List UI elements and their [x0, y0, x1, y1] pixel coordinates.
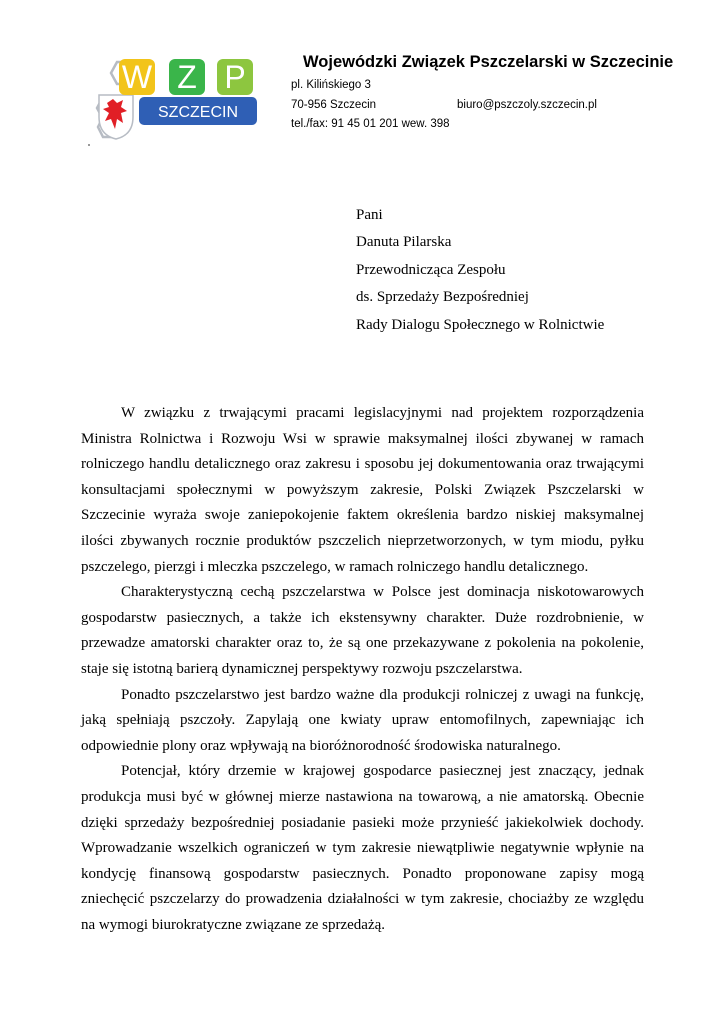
addressee-line: Pani	[356, 207, 383, 223]
org-street: pl. Kilińskiego 3	[291, 79, 371, 91]
wzp-logo	[93, 55, 263, 140]
addressee-line: Przewodnicząca Zespołu	[356, 261, 506, 278]
logo-city-bar	[139, 97, 257, 125]
body-paragraph: Potencjał, który drzemie w krajowej gospodarce pasiecznej jest znaczący, jednak produkcja musi być w głównej mierze nastawiona na towarową, a nie amatorską. Obecnie dzięki sprzedaży bezpośredniej posiadanie pasieki może przynieść jakiekolwiek dochody. Wprowadzanie wszelkich ograniczeń w tym zakresie niewątpliwie negatywnie wpłynie na kondycję finansową gospodarstw pasiecznych. Ponadto proponowane zapisy mogą zniechęcić pszczelarzy do prowadzenia działalności w tym zakresie, chociażby ze względu na wymogi biurokratyczne związane ze sprzedażą.	[81, 763, 644, 933]
org-email: biuro@pszczoly.szczecin.pl	[457, 98, 597, 111]
body-paragraph: W związku z trwającymi pracami legislacyjnymi nad projektem rozporządzenia Ministra Rolnictwa i Rozwoju Wsi w sprawie maksymalnej ilości zbywanej w ramach rolniczego handlu detalicznego oraz zakresu i sposobu jej dokumentowania oraz trwającymi konsultacjami społecznymi w powyższym zakresie, Polski Związek Pszczelarski w Szczecinie wyraża swoje zaniepokojenie faktem określenia bardzo niskiej maksymalnej ilości zbywanych rocznie produktów pszczelich nieprzetworzonych, w tym miodu, pyłku pszczelego, pierzgi i mleczka pszczelego, w ramach rolniczego handlu detalicznego.	[81, 405, 644, 575]
addressee-block	[356, 202, 604, 339]
body-paragraph: Ponadto pszczelarstwo jest bardzo ważne dla produkcji rolniczej z uwagi na funkcję, jaką spełniają pszczoły. Zapylają one kwiaty upraw entomofilnych, zapewniając ich odpowiednie plony oraz wpływają na bioróżnorodność środowiska naturalnego.	[81, 686, 644, 754]
addressee-line: ds. Sprzedaży Bezpośredniej	[356, 289, 529, 306]
griffin-shield-icon	[99, 95, 133, 139]
logo-p-text: P	[224, 59, 246, 95]
addressee-line: Danuta Pilarska	[356, 234, 452, 251]
org-phone: tel./fax: 91 45 01 201 wew. 398	[291, 118, 450, 130]
addressee-line: Rady Dialogu Społecznego w Rolnictwie	[356, 316, 605, 333]
logo-city-text: SZCZECIN	[158, 104, 238, 121]
org-postal-line	[291, 96, 673, 116]
logo-w-text: W	[121, 59, 153, 95]
logo-letter-z	[169, 59, 205, 95]
body-paragraph: Charakterystyczną cechą pszczelarstwa w Polsce jest dominacja niskotowarowych gospodarstw pasiecznych, a także ich ekstensywny charakter. Duże rozdrobnienie, w przewadze amatorski charakter oraz to, że są one przekazywane z pokolenia na pokolenie, staje się istotną barierą dynamicznej perspektywy rozwoju pszczelarstwa.	[81, 584, 644, 677]
org-postal-city: 70-956 Szczecin	[291, 98, 377, 111]
logo-z-text: Z	[177, 59, 197, 95]
logo-letter-w	[119, 59, 155, 95]
letterhead	[291, 53, 673, 135]
decorative-dot	[88, 144, 90, 146]
logo-letter-p	[217, 59, 253, 95]
letter-body	[81, 401, 644, 938]
org-name: Wojewódzki Związek Pszczelarski w Szczecinie	[303, 53, 674, 71]
